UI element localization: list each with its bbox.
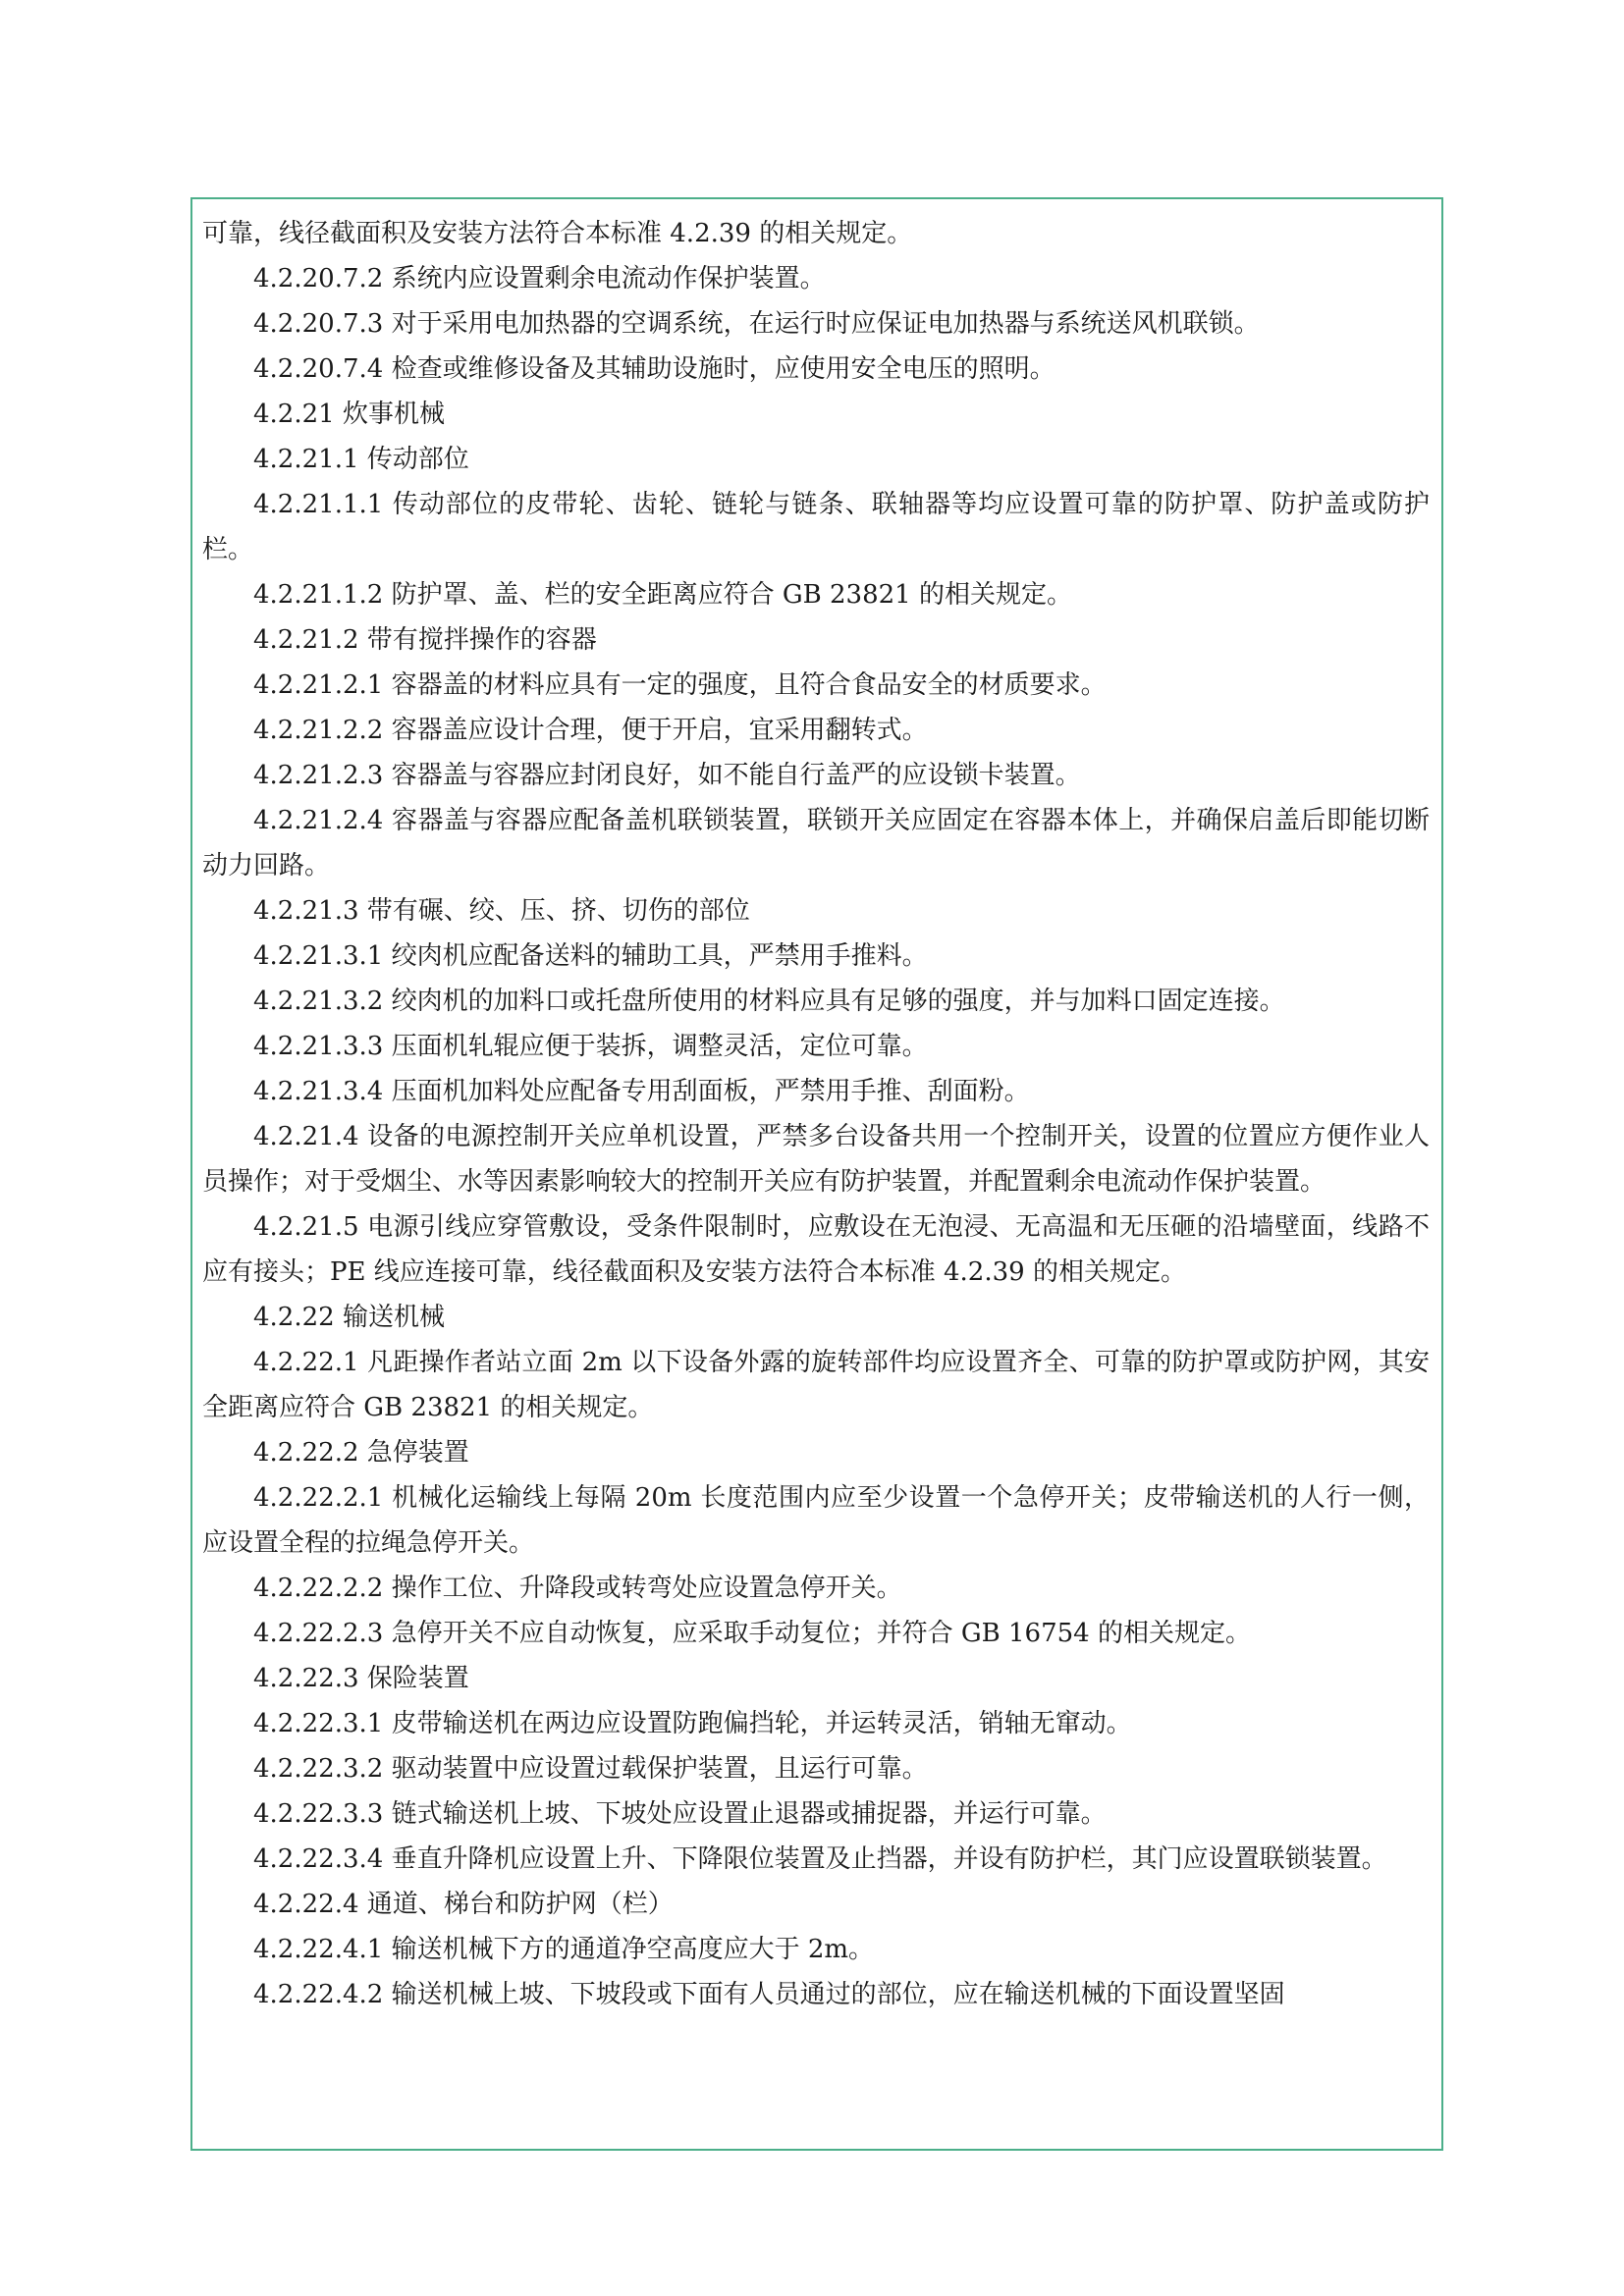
paragraph: 4.2.20.7.2 系统内应设置剩余电流动作保护装置。 [253,264,826,294]
paragraph: 4.2.21.3.2 绞肉机的加料口或托盘所使用的材料应具有足够的强度，并与加料口固定连接。 [253,987,1285,1016]
paragraph: 4.2.22.4.2 输送机械上坡、下坡段或下面有人员通过的部位，应在输送机械的下面设置坚固 [253,1980,1285,2009]
paragraph: 4.2.22.2.2 操作工位、升降段或转弯处应设置急停开关。 [253,1574,902,1603]
paragraph: 4.2.22.4.1 输送机械下方的通道净空高度应大于 2m。 [253,1935,875,1964]
paragraph: 4.2.22.4 通道、梯台和防护网（栏） [253,1890,674,1919]
paragraph: 4.2.21.2.3 容器盖与容器应封闭良好，如不能自行盖严的应设锁卡装置。 [253,761,1081,790]
document-frame [190,197,1443,2151]
paragraph: 4.2.21.3 带有碾、绞、压、挤、切伤的部位 [253,896,750,926]
paragraph: 4.2.21.3.4 压面机加料处应配备专用刮面板，严禁用手推、刮面粉。 [253,1077,1030,1106]
paragraph: 4.2.21.1.2 防护罩、盖、栏的安全距离应符合 GB 23821 的相关规定。 [253,580,1072,610]
paragraph: 4.2.21.2.1 容器盖的材料应具有一定的强度，且符合食品安全的材质要求。 [253,670,1107,700]
paragraph: 4.2.22.3.3 链式输送机上坡、下坡处应设置止退器或捕捉器，并运行可靠。 [253,1799,1107,1829]
paragraph: 4.2.21.3.3 压面机轧辊应便于装拆，调整灵活，定位可靠。 [253,1032,928,1061]
paragraph: 4.2.21.1.1 传动部位的皮带轮、齿轮、链轮与链条、联轴器等均应设置可靠的防护罩、防护盖或防护栏。 [202,490,1430,564]
paragraph: 4.2.22.3.1 皮带输送机在两边应设置防跑偏挡轮，并运转灵活，销轴无窜动。 [253,1709,1132,1738]
paragraph: 4.2.21.2.2 容器盖应设计合理，便于开启，宜采用翻转式。 [253,716,928,745]
paragraph: 4.2.21.2.4 容器盖与容器应配备盖机联锁装置，联锁开关应固定在容器本体上，并确保启盖后即能切断动力回路。 [202,806,1430,881]
paragraph: 4.2.22.3.4 垂直升降机应设置上升、下降限位装置及止挡器，并设有防护栏，其门应设置联锁装置。 [253,1844,1387,1874]
document-body [202,211,1430,2017]
paragraph: 4.2.21 炊事机械 [253,400,445,429]
paragraph: 4.2.22 输送机械 [253,1303,445,1332]
paragraph: 4.2.22.2.3 急停开关不应自动恢复，应采取手动复位；并符合 GB 16754 的相关规定。 [253,1619,1251,1648]
paragraph: 4.2.22.3 保险装置 [253,1664,469,1693]
paragraph: 4.2.21.2 带有搅拌操作的容器 [253,625,597,655]
paragraph: 4.2.20.7.4 检查或维修设备及其辅助设施时，应使用安全电压的照明。 [253,354,1056,384]
paragraph: 4.2.20.7.3 对于采用电加热器的空调系统，在运行时应保证电加热器与系统送风机联锁。 [253,309,1260,339]
paragraph: 4.2.21.1 传动部位 [253,445,469,474]
paragraph: 4.2.21.3.1 绞肉机应配备送料的辅助工具，严禁用手推料。 [253,941,928,971]
paragraph: 4.2.22.2.1 机械化运输线上每隔 20m 长度范围内应至少设置一个急停开关；皮带输送机的人行一侧，应设置全程的拉绳急停开关。 [202,1483,1430,1558]
paragraph: 4.2.22.1 凡距操作者站立面 2m 以下设备外露的旋转部件均应设置齐全、可靠的防护罩或防护网，其安全距离应符合 GB 23821 的相关规定。 [202,1348,1430,1422]
paragraph: 4.2.22.2 急停装置 [253,1438,469,1468]
paragraph: 可靠，线径截面积及安装方法符合本标准 4.2.39 的相关规定。 [202,219,913,248]
paragraph: 4.2.21.5 电源引线应穿管敷设，受条件限制时，应敷设在无泡浸、无高温和无压砸的沿墙壁面，线路不应有接头；PE 线应连接可靠，线径截面积及安装方法符合本标准 4.2.39 的相关规定。 [202,1212,1430,1287]
paragraph: 4.2.21.4 设备的电源控制开关应单机设置，严禁多台设备共用一个控制开关，设置的位置应方便作业人员操作；对于受烟尘、水等因素影响较大的控制开关应有防护装置，并配置剩余电流动作保护装置。 [202,1122,1430,1197]
paragraph: 4.2.22.3.2 驱动装置中应设置过载保护装置，且运行可靠。 [253,1754,928,1784]
